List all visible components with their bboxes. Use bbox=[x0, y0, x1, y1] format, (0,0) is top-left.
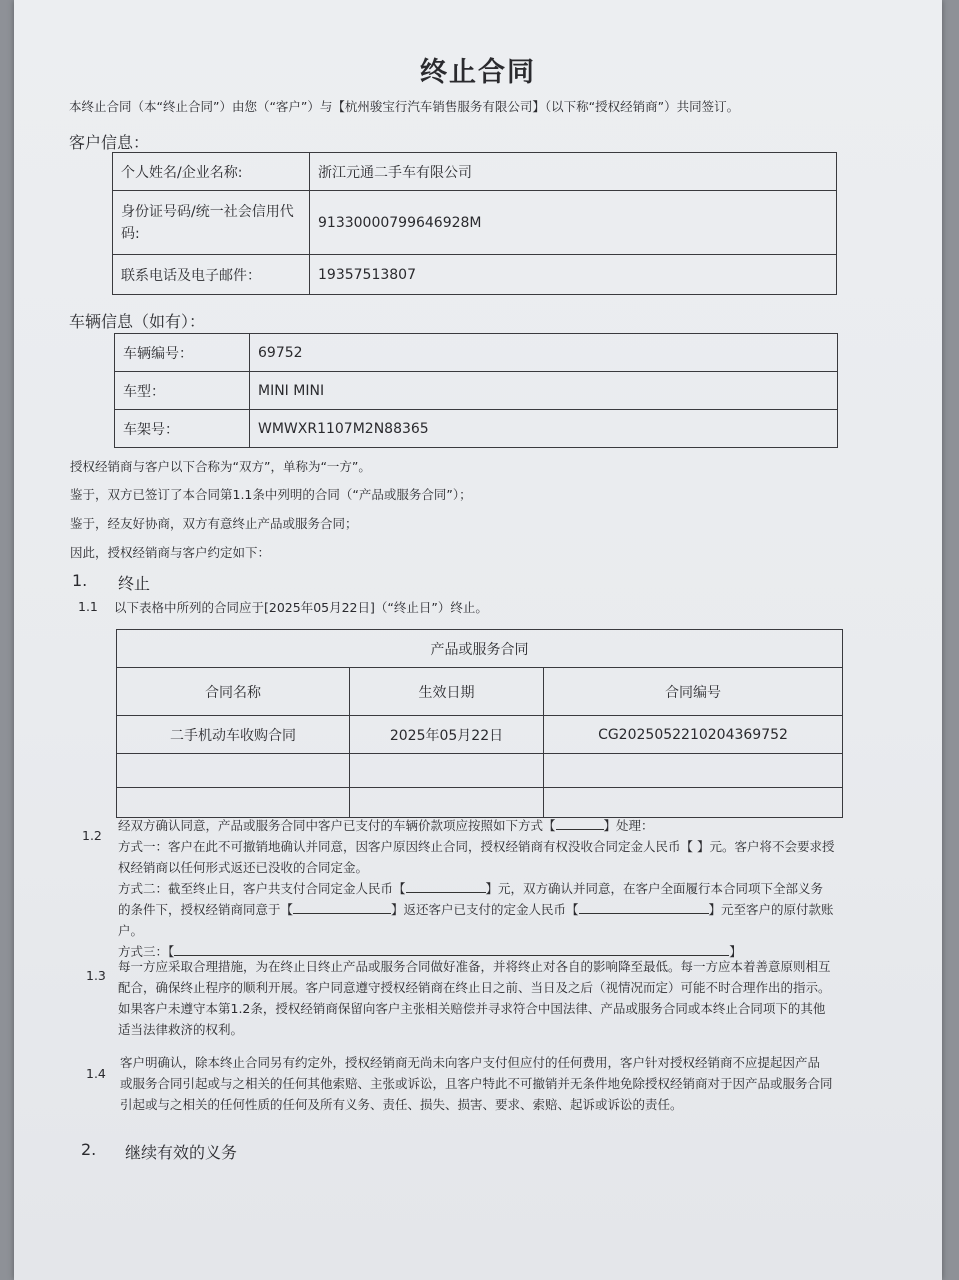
table-cell bbox=[350, 788, 544, 818]
table-cell bbox=[117, 788, 350, 818]
field-label: 联系电话及电子邮件： bbox=[113, 255, 310, 295]
recital-1: 鉴于，双方已签订了本合同第1.1条中列明的合同（“产品或服务合同”）； bbox=[70, 487, 472, 502]
clause-1-4-body bbox=[120, 1052, 920, 1115]
field-value: 浙江元通二手车有限公司 bbox=[310, 153, 837, 191]
clause-text: 方式二：截至终止日，客户共支付合同定金人民币【 bbox=[118, 881, 406, 896]
table-row bbox=[113, 153, 837, 191]
section-1-title: 终止 bbox=[118, 574, 151, 593]
clause-text: 经双方确认同意，产品或服务合同中客户已支付的车辆价款项应按照如下方式【 bbox=[118, 818, 556, 833]
field-label: 车型： bbox=[115, 372, 250, 410]
section-2-title: 继续有效的义务 bbox=[125, 1143, 238, 1162]
parties-definition: 授权经销商与客户以下合称为“双方”，单称为“一方”。 bbox=[70, 459, 371, 474]
clause-1-4-number: 1.4 bbox=[86, 1066, 106, 1081]
field-value: 69752 bbox=[250, 334, 838, 372]
clause-text: 方式三：【 bbox=[118, 944, 175, 959]
contracts-caption: 产品或服务合同 bbox=[117, 630, 843, 668]
clause-1-2-number: 1.2 bbox=[82, 828, 102, 843]
table-caption-row bbox=[117, 630, 843, 668]
column-header: 合同编号 bbox=[544, 668, 843, 716]
clause-text: 】返还客户已支付的定金人民币【 bbox=[391, 902, 579, 917]
table-cell bbox=[117, 754, 350, 788]
field-value: 91330000799646928M bbox=[310, 191, 837, 255]
blank-field bbox=[556, 818, 604, 830]
clause-line: 引起或与之相关的任何性质的任何及所有义务、责任、损失、损害、要求、索赔、起诉或诉讼的责任。 bbox=[120, 1097, 683, 1112]
field-value: MINI MINI bbox=[250, 372, 838, 410]
table-row bbox=[117, 716, 843, 754]
field-value: WMWXR1107M2N88365 bbox=[250, 410, 838, 448]
clause-1-1-text: 以下表格中所列的合同应于[2025年05月22日]（“终止日”）终止。 bbox=[114, 600, 488, 615]
blank-field bbox=[406, 881, 486, 893]
clause-text: 的条件下，授权经销商同意于【 bbox=[118, 902, 294, 917]
clause-1-2-body bbox=[118, 815, 908, 962]
table-row bbox=[113, 191, 837, 255]
vehicle-info-table bbox=[114, 333, 838, 448]
clause-line: 客户明确认，除本终止合同另有约定外，授权经销商无尚未向客户支付但应付的任何费用，客户针对授权经销商不应提起因产品 bbox=[120, 1055, 821, 1070]
blank-field bbox=[174, 944, 729, 956]
option-2-line-3: 户。 bbox=[118, 923, 144, 938]
column-header: 合同名称 bbox=[117, 668, 350, 716]
table-header-row bbox=[117, 668, 843, 716]
clause-text: 】元，双方确认并同意，在客户全面履行本合同项下全部义务 bbox=[485, 881, 824, 896]
clause-line: 或服务合同引起或与之相关的任何其他索赔、主张或诉讼，且客户特此不可撤销并无条件地免除授权经销商对于因产品或服务合同 bbox=[120, 1076, 833, 1091]
clause-text: 】处理： bbox=[603, 818, 654, 833]
table-cell bbox=[544, 754, 843, 788]
clause-1-3-number: 1.3 bbox=[86, 968, 106, 983]
clause-text: 】元至客户的原付款账 bbox=[708, 902, 834, 917]
option-1-line-2: 权经销商以任何形式返还已没收的合同定金。 bbox=[118, 860, 369, 875]
blank-field bbox=[579, 902, 709, 914]
table-cell bbox=[544, 788, 843, 818]
option-1-line-1: 方式一：客户在此不可撤销地确认并同意，因客户原因终止合同，授权经销商有权没收合同定金人民币【 】元。客户将不会要求授 bbox=[118, 839, 835, 854]
clause-1-3-body bbox=[118, 956, 918, 1040]
clause-1-1-number: 1.1 bbox=[78, 599, 98, 614]
table-cell bbox=[350, 754, 544, 788]
intro-paragraph: 本终止合同（本“终止合同”）由您（“客户”）与【杭州骏宝行汽车销售服务有限公司】（以下称“授权经销商”）共同签订。 bbox=[69, 99, 740, 114]
recital-2: 鉴于，经友好协商，双方有意终止产品或服务合同； bbox=[70, 516, 358, 531]
table-cell: 二手机动车收购合同 bbox=[117, 716, 350, 754]
clause-line: 每一方应采取合理措施，为在终止日终止产品或服务合同做好准备，并将终止对各自的影响降至最低。每一方应本着善意原则相互 bbox=[118, 959, 831, 974]
contracts-table bbox=[116, 629, 843, 818]
vehicle-info-heading: 车辆信息（如有）： bbox=[69, 312, 206, 331]
field-label: 车架号： bbox=[115, 410, 250, 448]
customer-info-table bbox=[112, 152, 837, 295]
table-row bbox=[115, 410, 838, 448]
table-row bbox=[113, 255, 837, 295]
column-header: 生效日期 bbox=[350, 668, 544, 716]
clause-line: 适当法律救济的权利。 bbox=[118, 1022, 244, 1037]
table-row bbox=[115, 334, 838, 372]
clause-text: 】 bbox=[729, 944, 742, 959]
clause-line: 配合，确保终止程序的顺利开展。客户同意遵守授权经销商在终止日之前、当日及之后（视情况而定）可能不时合理作出的指示。 bbox=[118, 980, 831, 995]
section-2-number: 2. bbox=[81, 1140, 97, 1159]
clause-line: 如果客户未遵守本第1.2条，授权经销商保留向客户主张相关赔偿并寻求符合中国法律、产品或服务合同或本终止合同项下的其他 bbox=[118, 1001, 826, 1016]
table-row bbox=[117, 754, 843, 788]
field-label: 身份证号码/统一社会信用代码: bbox=[113, 191, 310, 255]
section-1-number: 1. bbox=[72, 571, 88, 590]
customer-info-heading: 客户信息： bbox=[69, 133, 150, 152]
table-row bbox=[117, 788, 843, 818]
table-row bbox=[115, 372, 838, 410]
blank-field bbox=[293, 902, 391, 914]
field-label: 个人姓名/企业名称: bbox=[113, 153, 310, 191]
field-value: 19357513807 bbox=[310, 255, 837, 295]
field-label: 车辆编号： bbox=[115, 334, 250, 372]
document-page bbox=[14, 0, 942, 1280]
agreement-lead: 因此，授权经销商与客户约定如下： bbox=[70, 545, 271, 560]
table-cell: 2025年05月22日 bbox=[350, 716, 544, 754]
table-cell: CG2025052210204369752 bbox=[544, 716, 843, 754]
page-title: 终止合同 bbox=[420, 57, 536, 88]
